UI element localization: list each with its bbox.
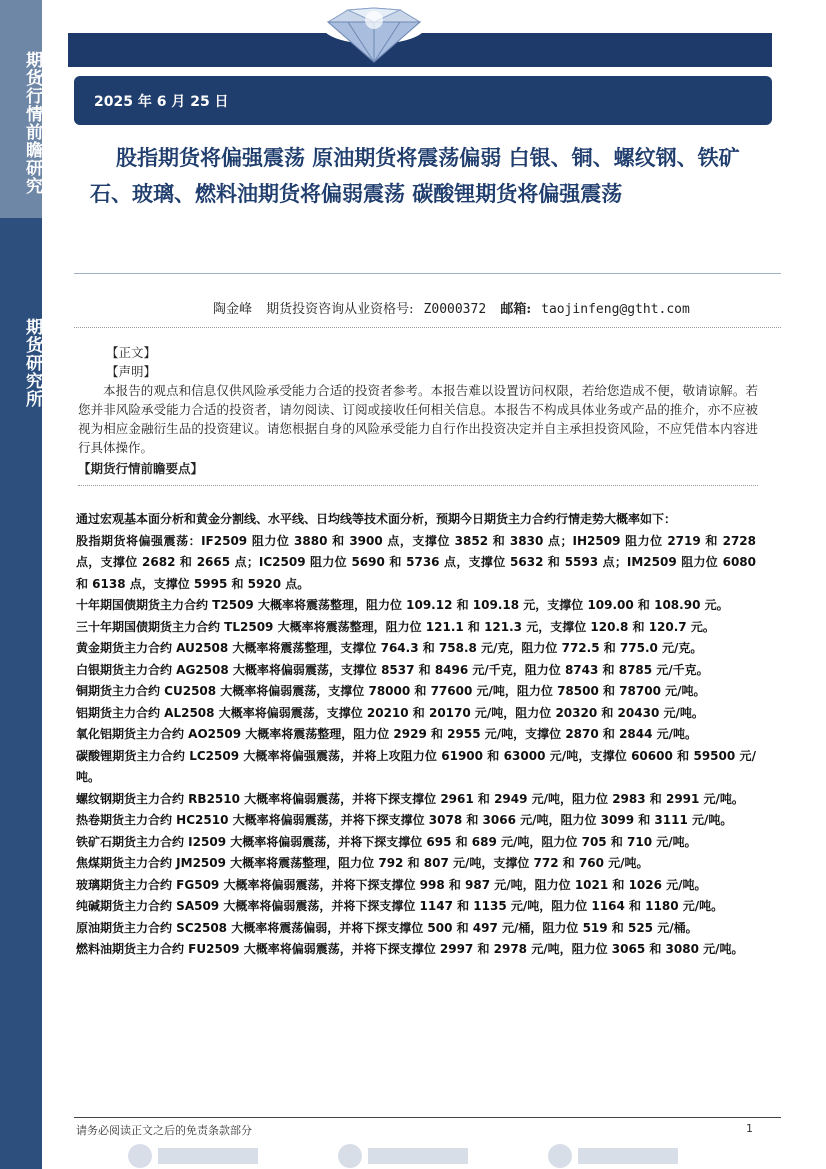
title-divider — [74, 273, 781, 274]
key-point-item: 氧化铝期货主力合约 AO2509 大概率将震荡整理，阻力位 2929 和 2955 元/吨，支撑位 2870 和 2844 元/吨。 — [76, 727, 698, 741]
sidebar-top-label: 期货行情前瞻研究 — [22, 51, 42, 195]
statement-text: 本报告的观点和信息仅供风险承受能力合适的投资者参考。本报告难以设置访问权限，若给您造成不便，敬请谅解。若您并非风险承受能力合适的投资者，请勿阅读、订阅或接收任何相关信息。本报告不构成具体业务或产品的推介，亦不应被视为相应金融衍生品的投资建议。请您根据自身的风险承受能力自行作出投资决定并自主承担投资风险，不应凭借本内容进行具体操作。 — [78, 383, 758, 455]
key-point-item: 白银期货主力合约 AG2508 大概率将偏弱震荡，支撑位 8537 和 8496 元/千克，阻力位 8743 和 8785 元/千克。 — [76, 662, 709, 677]
watermark-logo-icon — [540, 1138, 690, 1169]
key-points-list — [76, 509, 756, 961]
qualification-label: 期货投资咨询从业资格号: — [266, 302, 414, 317]
author-line — [213, 298, 700, 317]
author-email[interactable]: taojinfeng@gtht.com — [541, 302, 690, 317]
email-label: 邮箱: — [500, 302, 532, 317]
main-label: 【正文】 — [106, 345, 157, 360]
key-point-item: 三十年期国债期货主力合约 TL2509 大概率将震荡整理，阻力位 121.1 和 121.3 元，支撑位 120.8 和 120.7 元。 — [76, 619, 715, 634]
key-points-label: 【期货行情前瞻要点】 — [78, 461, 204, 476]
key-point-item: 铝期货主力合约 AL2508 大概率将偏弱震荡，支撑位 20210 和 20170 元/吨，阻力位 20320 和 20430 元/吨。 — [76, 705, 704, 720]
key-points-divider — [78, 485, 758, 486]
key-point-item: 通过宏观基本面分析和黄金分割线、水平线、日均线等技术面分析，预期今日期货主力合约行情走势大概率如下： — [76, 512, 677, 526]
key-point-item: 热卷期货主力合约 HC2510 大概率将偏弱震荡，并将下探支撑位 3078 和 3066 元/吨，阻力位 3099 和 3111 元/吨。 — [76, 813, 733, 827]
report-body — [78, 343, 758, 498]
qualification-number: Z0000372 — [423, 302, 487, 317]
key-point-item: 焦煤期货主力合约 JM2509 大概率将震荡整理，阻力位 792 和 807 元/吨，支撑位 772 和 760 元/吨。 — [76, 856, 649, 870]
footer-disclaimer-note: 请务必阅读正文之后的免责条款部分 — [76, 1124, 252, 1137]
footer-divider — [74, 1117, 781, 1118]
report-title: 股指期货将偏强震荡 原油期货将震荡偏弱 白银、铜、螺纹钢、铁矿石、玻璃、燃料油期货将偏弱震荡 碳酸锂期货将偏强震荡 — [90, 145, 740, 206]
key-point-item: 纯碱期货主力合约 SA509 大概率将偏弱震荡，并将下探支撑位 1147 和 1135 元/吨，阻力位 1164 和 1180 元/吨。 — [76, 899, 724, 913]
statement-label: 【声明】 — [106, 364, 157, 379]
key-point-item: 原油期货主力合约 SC2508 大概率将震荡偏弱，并将下探支撑位 500 和 497 元/桶，阻力位 519 和 525 元/桶。 — [76, 920, 698, 935]
key-point-item: 铁矿石期货主力合约 I2509 大概率将偏弱震荡，并将下探支撑位 695 和 689 元/吨，阻力位 705 和 710 元/吨。 — [76, 834, 697, 849]
key-point-item: 黄金期货主力合约 AU2508 大概率将震荡整理，支撑位 764.3 和 758.8 元/克，阻力位 772.5 和 775.0 元/克。 — [76, 641, 703, 655]
key-point-item: 碳酸锂期货主力合约 LC2509 大概率将偏强震荡，并将上攻阻力位 61900 和 63000 元/吨，支撑位 60600 和 59500 元/吨。 — [76, 748, 756, 784]
key-point-item: 股指期货将偏强震荡：IF2509 阻力位 3880 和 3900 点，支撑位 3852 和 3830 点；IH2509 阻力位 2719 和 2728 点，支撑位 2682 和 2665 点；IC2509 阻力位 5690 和 5736 点，支撑位 5632 和 5593 点；IM2509 阻力位 6080 和 6138 点，支撑位 5995 和 5920 点。 — [76, 533, 756, 591]
date-bar — [74, 76, 772, 125]
author-divider — [74, 327, 781, 328]
key-point-item: 燃料油期货主力合约 FU2509 大概率将偏弱震荡，并将下探支撑位 2997 和 2978 元/吨，阻力位 3065 和 3080 元/吨。 — [76, 942, 744, 956]
key-point-item: 铜期货主力合约 CU2508 大概率将偏弱震荡，支撑位 78000 和 77600 元/吨，阻力位 78500 和 78700 元/吨。 — [76, 684, 706, 698]
sidebar-bottom-label: 期货研究所 — [22, 318, 42, 408]
author-name: 陶金峰 — [213, 302, 253, 317]
report-date: 2025 年 6 月 25 日 — [94, 94, 229, 110]
key-point-item: 玻璃期货主力合约 FG509 大概率将偏弱震荡，并将下探支撑位 998 和 987 元/吨，阻力位 1021 和 1026 元/吨。 — [76, 877, 707, 892]
page-number: 1 — [746, 1122, 753, 1135]
key-point-item: 螺纹钢期货主力合约 RB2510 大概率将偏弱震荡，并将下探支撑位 2961 和 2949 元/吨，阻力位 2983 和 2991 元/吨。 — [76, 791, 744, 806]
watermark-logo-icon — [330, 1138, 480, 1169]
watermark-logo-icon — [120, 1138, 270, 1169]
key-point-item: 十年期国债期货主力合约 T2509 大概率将震荡整理，阻力位 109.12 和 109.18 元，支撑位 109.00 和 108.90 元。 — [76, 598, 729, 612]
diamond-logo-icon — [318, 4, 430, 66]
